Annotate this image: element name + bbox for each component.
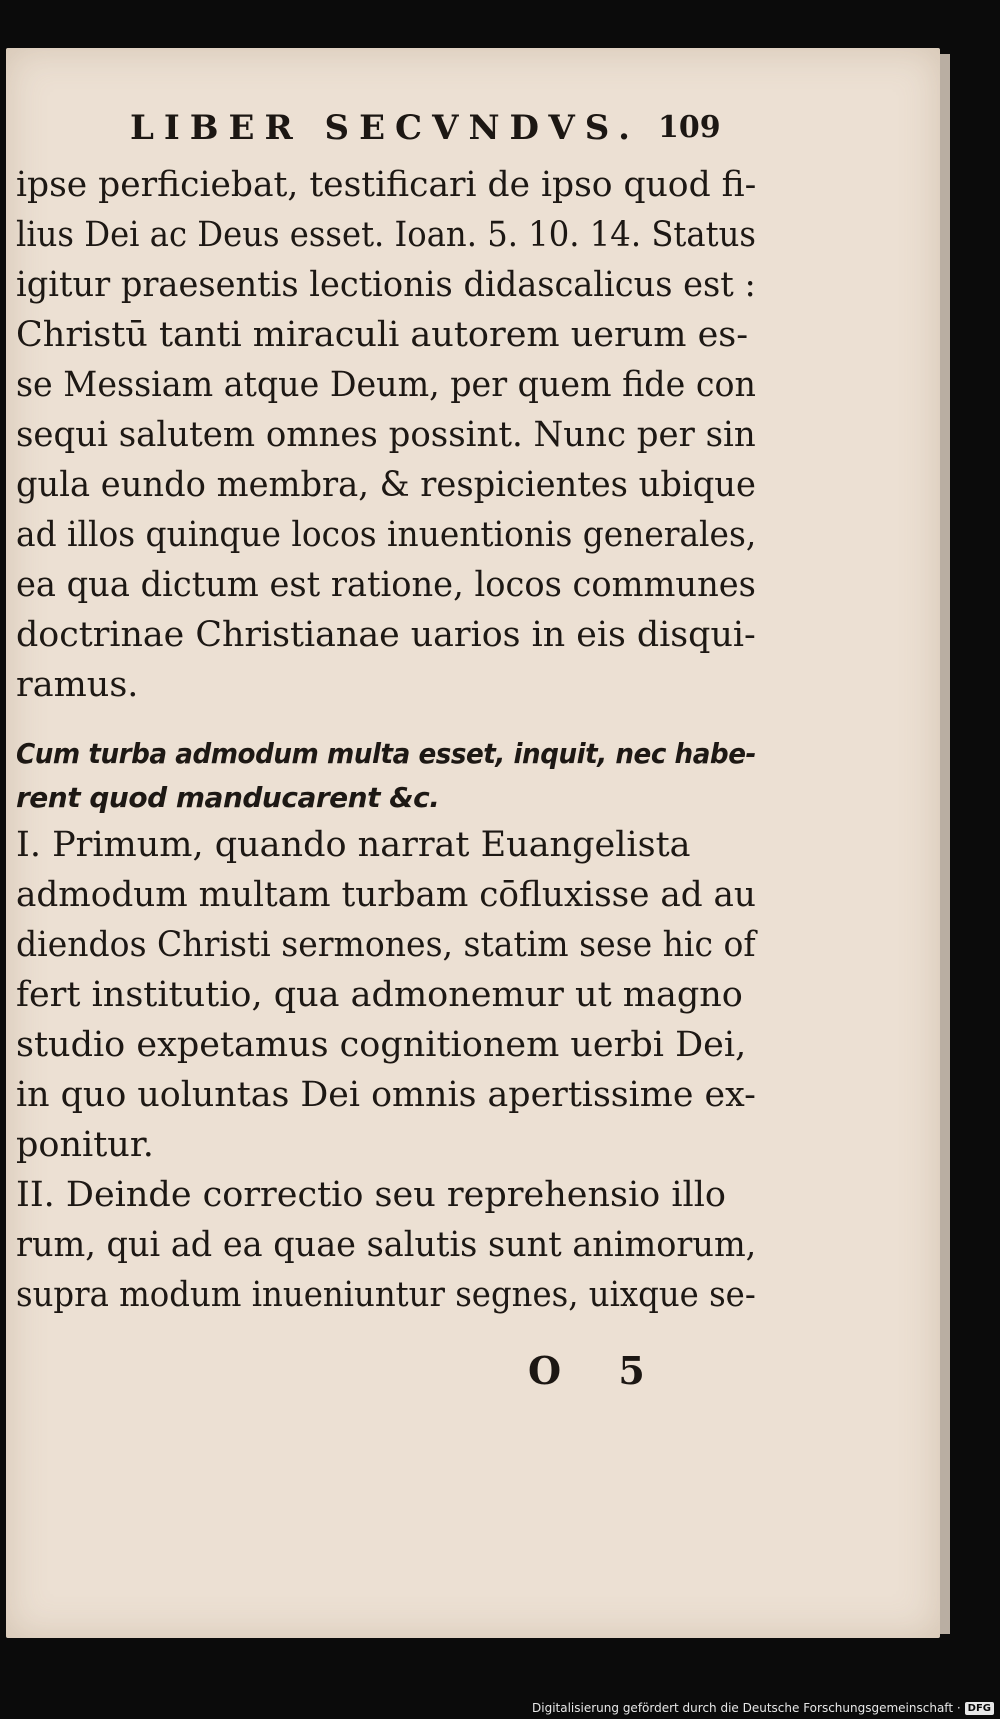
footer-credit <box>532 1701 994 1715</box>
text-line: ad illos quinque locos inuentionis generales, <box>16 515 757 555</box>
page-edge <box>940 54 950 1634</box>
text-line: I. Primum, quando narrat Euangelista <box>16 825 691 865</box>
text-line: doctrinae Christianae uarios in eis disqui- <box>16 615 756 655</box>
section-1 <box>16 820 756 1170</box>
dfg-logo: DFG <box>965 1702 994 1715</box>
text-line: ramus. <box>16 665 139 705</box>
signature-mark: O 5 <box>528 1348 667 1393</box>
text-line: II. Deinde correctio seu reprehensio illo <box>16 1175 726 1215</box>
text-line: diendos Christi sermones, statim sese hic of <box>16 925 756 965</box>
text-line: se Messiam atque Deum, per quem fide con <box>16 365 756 405</box>
page-number: 109 <box>658 110 721 145</box>
lemma-quote <box>16 732 756 820</box>
text-line: igitur praesentis lectionis didascalicus est : <box>16 265 756 305</box>
footer-text: Digitalisierung gefördert durch die Deutsche Forschungsgemeinschaft · <box>532 1701 961 1715</box>
paragraph-1 <box>16 160 756 710</box>
text-line: admodum multam turbam cōfluxisse ad au <box>16 875 756 915</box>
lemma-line: Cum turba admodum multa esset, inquit, nec habe- <box>16 737 756 770</box>
text-line: ponitur. <box>16 1125 154 1165</box>
text-block <box>16 160 756 1320</box>
text-line: ea qua dictum est ratione, locos communes <box>16 565 756 605</box>
text-line: in quo uoluntas Dei omnis apertissime ex- <box>16 1075 756 1115</box>
spacer <box>16 710 756 732</box>
text-line: rum, qui ad ea quae salutis sunt animorum, <box>16 1225 757 1265</box>
text-line: ipse perficiebat, testificari de ipso quod fi- <box>16 165 757 205</box>
text-line: gula eundo membra, & respicientes ubique <box>16 465 756 505</box>
lemma-line: rent quod manducarent &c. <box>16 781 440 814</box>
running-head: LIBER SECVNDVS. <box>130 108 640 148</box>
section-2 <box>16 1170 756 1320</box>
text-line: sequi salutem omnes possint. Nunc per sin <box>16 415 756 455</box>
text-line: supra modum inueniuntur segnes, uixque se- <box>16 1275 756 1315</box>
text-line: studio expetamus cognitionem uerbi Dei, <box>16 1025 747 1065</box>
text-line: lius Dei ac Deus esset. Ioan. 5. 10. 14. Status <box>16 215 756 255</box>
text-line: fert institutio, qua admonemur ut magno <box>16 975 743 1015</box>
text-line: Christū tanti miraculi autorem uerum es- <box>16 315 749 355</box>
